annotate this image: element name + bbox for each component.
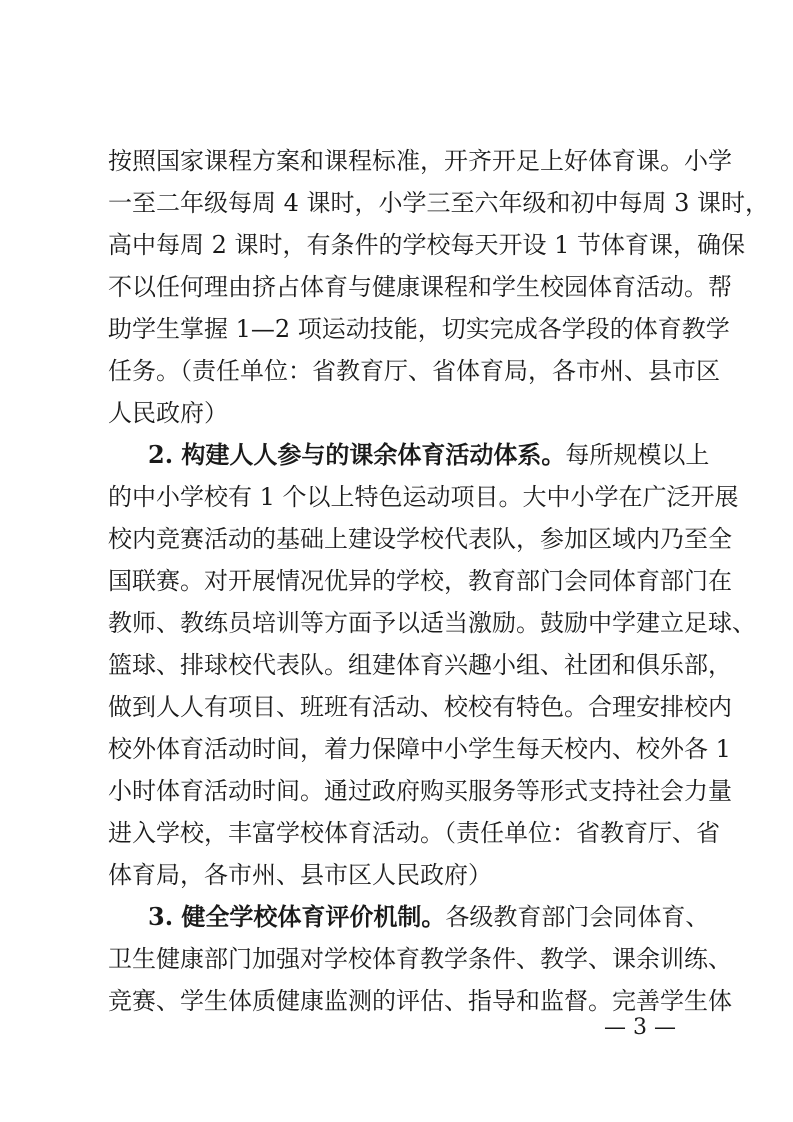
- body-line: 卫生健康部门加强对学校体育教学条件、教学、课余训练、: [108, 945, 732, 973]
- body-line: 体育局，各市州、县市区人民政府）: [108, 861, 492, 889]
- body-line: 不以任何理由挤占体育与健康课程和学生校园体育活动。帮: [108, 273, 732, 301]
- body-line: 助学生掌握 1—2 项运动技能，切实完成各学段的体育教学: [108, 315, 730, 343]
- section-3-first-line: [148, 902, 710, 932]
- section-2-first-line: [148, 440, 710, 470]
- body-line: 做到人人有项目、班班有活动、校校有特色。合理安排校内: [108, 693, 732, 721]
- body-line: 教师、教练员培训等方面予以适当激励。鼓励中学建立足球、: [108, 609, 756, 637]
- body-line: 校外体育活动时间，着力保障中小学生每天校内、校外各 1: [108, 735, 731, 763]
- body-line: 按照国家课程方案和课程标准，开齐开足上好体育课。小学: [108, 147, 732, 175]
- section-3-heading: 3. 健全学校体育评价机制。: [148, 902, 446, 931]
- section-2-heading: 2. 构建人人参与的课余体育活动体系。: [148, 440, 566, 469]
- body-line: 篮球、排球校代表队。组建体育兴趣小组、社团和俱乐部，: [108, 651, 732, 679]
- body-line: 高中每周 2 课时，有条件的学校每天开设 1 节体育课，确保: [108, 231, 746, 259]
- body-line: 国联赛。对开展情况优异的学校，教育部门会同体育部门在: [108, 567, 732, 595]
- body-line: 进入学校，丰富学校体育活动。（责任单位：省教育厅、省: [108, 819, 720, 847]
- body-line: 竞赛、学生体质健康监测的评估、指导和监督。完善学生体: [108, 987, 732, 1015]
- body-line: 任务。（责任单位：省教育厅、省体育局，各市州、县市区: [108, 357, 720, 385]
- body-line: 人民政府）: [108, 399, 228, 427]
- body-line: 的中小学校有 1 个以上特色运动项目。大中小学在广泛开展: [108, 483, 739, 511]
- section-2-first-text: 每所规模以上: [565, 441, 710, 469]
- body-line: 校内竞赛活动的基础上建设学校代表队，参加区域内乃至全: [108, 525, 732, 553]
- body-line: 一至二年级每周 4 课时，小学三至六年级和初中每周 3 课时，: [108, 189, 770, 217]
- body-line: 小时体育活动时间。通过政府购买服务等形式支持社会力量: [108, 777, 732, 805]
- page-number: — 3 —: [604, 1015, 676, 1040]
- section-3-first-text: 各级教育部门会同体育、: [445, 903, 710, 931]
